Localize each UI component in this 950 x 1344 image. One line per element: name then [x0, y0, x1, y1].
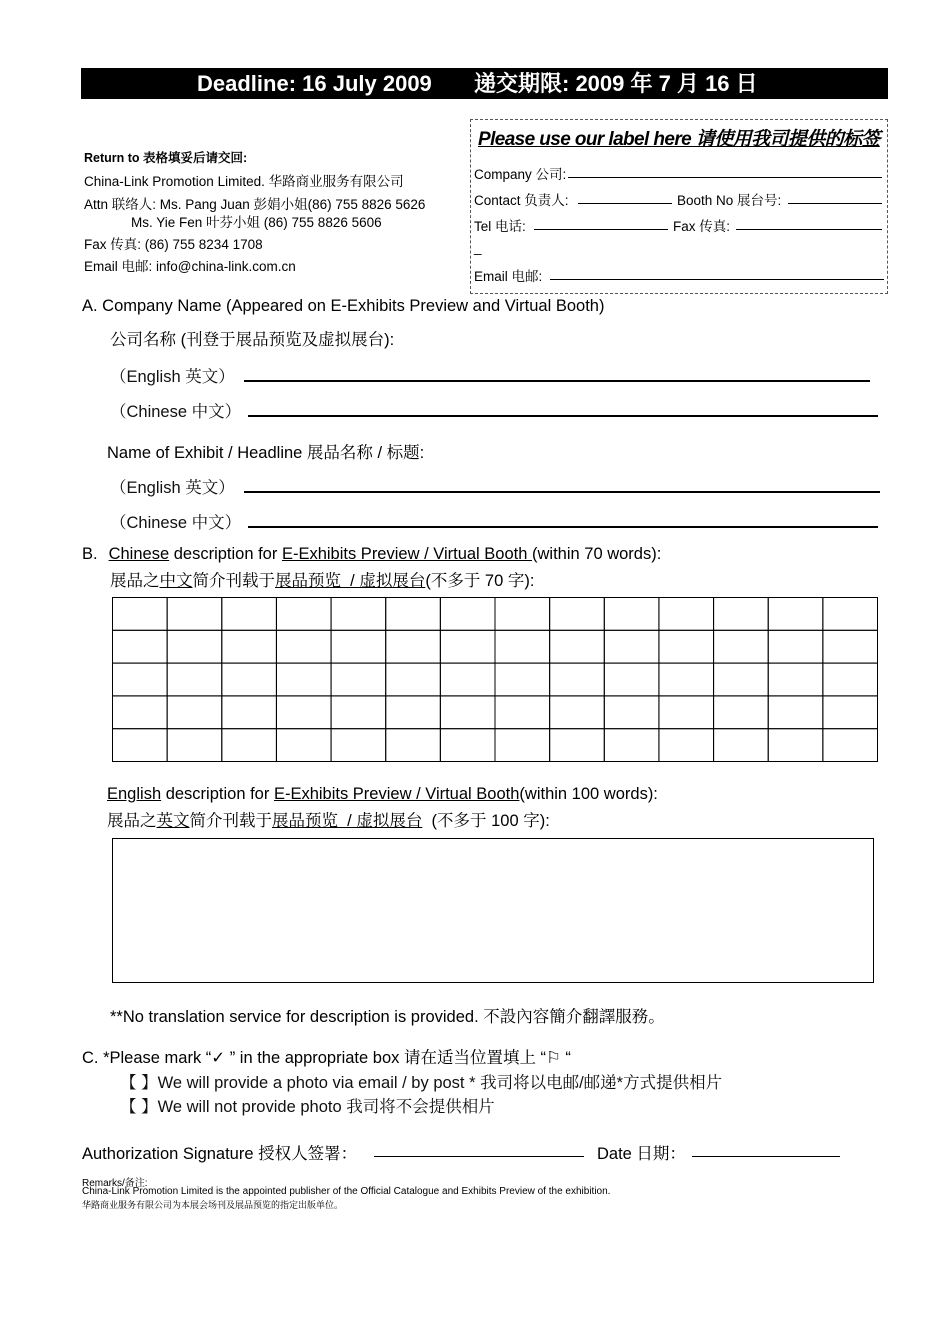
grid-cell[interactable]	[222, 598, 277, 631]
en-sub-a: 展品之	[107, 812, 157, 830]
deadline-chinese: 递交期限: 2009 年 7 月 16 日	[474, 71, 758, 96]
grid-cell[interactable]	[167, 696, 222, 729]
grid-cell[interactable]	[604, 696, 659, 729]
grid-cell[interactable]	[113, 630, 168, 663]
en-sub-u1: 英文	[156, 812, 190, 830]
grid-cell[interactable]	[386, 598, 441, 631]
exhibit-english-label: （English 英文）	[110, 479, 235, 497]
grid-cell[interactable]	[823, 729, 878, 762]
exhibit-name-title: Name of Exhibit / Headline 展品名称 / 标题:	[107, 444, 425, 462]
grid-cell[interactable]	[331, 696, 386, 729]
grid-cell[interactable]	[386, 630, 441, 663]
eexhibits-link-text: E-Exhibits Preview / Virtual Booth	[281, 545, 533, 563]
grid-cell[interactable]	[659, 663, 714, 696]
chinese-word: Chinese	[108, 545, 170, 563]
section-a-subtitle: 公司名称 (刊登于展品预览及虚拟展台):	[110, 331, 395, 349]
grid-cell[interactable]	[550, 696, 605, 729]
desc-for: description for	[169, 545, 282, 563]
grid-cell[interactable]	[659, 630, 714, 663]
grid-cell[interactable]	[550, 729, 605, 762]
grid-cell[interactable]	[714, 696, 769, 729]
grid-cell[interactable]	[386, 729, 441, 762]
grid-cell[interactable]	[222, 696, 277, 729]
cn-sub-u2: 展品预览 / 虚拟展台	[275, 572, 426, 590]
section-b-chinese-title	[82, 545, 661, 564]
section-b-english-subtitle	[107, 807, 550, 831]
grid-cell[interactable]	[823, 598, 878, 631]
return-to-title: Return to 表格填妥后请交回:	[84, 151, 248, 165]
en-sub-b: 简介刊载于	[189, 812, 272, 830]
company-english-field[interactable]	[244, 380, 870, 382]
grid-cell[interactable]	[222, 663, 277, 696]
label-tel: Tel 电话:	[474, 219, 526, 234]
cn-sub-c: (不多于 70 字):	[425, 572, 535, 590]
label-email: Email 电邮:	[474, 269, 543, 284]
grid-cell[interactable]	[604, 630, 659, 663]
grid-cell[interactable]	[276, 696, 331, 729]
grid-cell[interactable]	[167, 598, 222, 631]
grid-cell[interactable]	[331, 598, 386, 631]
english-word: English	[107, 785, 162, 803]
remarks-title: Remarks/备注:	[82, 1178, 148, 1189]
signature-field[interactable]	[374, 1156, 584, 1157]
section-a-title: A. Company Name (Appeared on E-Exhibits Preview and Virtual Booth)	[82, 297, 605, 315]
grid-cell[interactable]	[714, 630, 769, 663]
return-company: China-Link Promotion Limited. 华路商业服务有限公司	[84, 174, 404, 189]
grid-cell[interactable]	[495, 598, 550, 631]
cn-sub-b: 简介刊载于	[192, 572, 275, 590]
label-booth-field[interactable]	[788, 203, 882, 204]
grid-cell[interactable]	[823, 663, 878, 696]
grid-cell[interactable]	[768, 696, 823, 729]
word-limit-100: (within 100 words):	[519, 785, 658, 803]
cn-sub-u1: 中文	[159, 572, 193, 590]
grid-cell[interactable]	[768, 729, 823, 762]
grid-cell[interactable]	[768, 598, 823, 631]
no-translation-note: **No translation service for description is provided. 不設內容簡介翻譯服務。	[110, 1008, 665, 1026]
label-fax: Fax 传真:	[673, 219, 731, 234]
grid-cell[interactable]	[604, 663, 659, 696]
label-booth: Booth No 展台号:	[677, 193, 782, 208]
cn-sub-a: 展品之	[110, 572, 160, 590]
grid-cell[interactable]	[823, 630, 878, 663]
grid-cell[interactable]	[714, 598, 769, 631]
word-limit-70: (within 70 words):	[532, 545, 662, 563]
label-box-title: Please use our label here 请使用我司提供的标签	[478, 129, 880, 150]
grid-cell[interactable]	[276, 598, 331, 631]
grid-cell[interactable]	[440, 663, 495, 696]
grid-cell[interactable]	[331, 630, 386, 663]
grid-cell[interactable]	[768, 663, 823, 696]
grid-cell[interactable]	[167, 729, 222, 762]
grid-cell[interactable]	[167, 663, 222, 696]
en-desc-for: description for	[161, 785, 274, 803]
grid-cell[interactable]	[659, 729, 714, 762]
grid-cell[interactable]	[222, 630, 277, 663]
grid-cell[interactable]	[222, 729, 277, 762]
grid-cell[interactable]	[276, 729, 331, 762]
grid-cell[interactable]	[440, 729, 495, 762]
label-tel-field[interactable]	[534, 229, 668, 230]
date-field[interactable]	[692, 1156, 840, 1157]
section-b-prefix: B.	[82, 545, 98, 563]
photo-option-provide[interactable]: 【 】We will provide a photo via email / by post * 我司将以电邮/邮递*方式提供相片	[120, 1074, 723, 1092]
grid-cell[interactable]	[440, 598, 495, 631]
grid-cell[interactable]	[714, 729, 769, 762]
grid-cell[interactable]	[331, 729, 386, 762]
label-email-field[interactable]	[550, 279, 884, 280]
grid-cell[interactable]	[167, 630, 222, 663]
grid-cell[interactable]	[495, 630, 550, 663]
label-company-field[interactable]	[568, 177, 882, 178]
en-sub-u2: 展品预览 / 虚拟展台	[272, 812, 423, 830]
grid-cell[interactable]	[113, 729, 168, 762]
grid-cell[interactable]	[386, 696, 441, 729]
grid-cell[interactable]	[440, 696, 495, 729]
english-description-box[interactable]	[112, 838, 874, 983]
remarks-line-2: 华路商业服务有限公司为本展会场刊及展品预览的指定出版单位。	[82, 1200, 344, 1210]
label-dash: _	[474, 240, 482, 255]
label-fax-field[interactable]	[736, 229, 882, 230]
en-sub-c: (不多于 100 字):	[422, 812, 550, 830]
grid-cell[interactable]	[113, 696, 168, 729]
grid-cell[interactable]	[386, 663, 441, 696]
grid-cell[interactable]	[550, 663, 605, 696]
section-b-chinese-subtitle	[110, 567, 534, 591]
return-email: Email 电邮: info@china-link.com.cn	[84, 259, 296, 274]
remarks-line-1: China-Link Promotion Limited is the appointed publisher of the Official Catalogue and Exhibits Preview of the exhibition.	[82, 1186, 611, 1197]
grid-cell[interactable]	[768, 630, 823, 663]
grid-cell[interactable]	[550, 598, 605, 631]
return-attn-1: Attn 联络人: Ms. Pang Juan 彭娟小姐(86) 755 8826 5626	[84, 197, 426, 212]
grid-cell[interactable]	[113, 663, 168, 696]
company-english-label: （English 英文）	[110, 368, 235, 386]
grid-cell[interactable]	[550, 630, 605, 663]
grid-svg	[112, 597, 878, 762]
return-fax: Fax 传真: (86) 755 8234 1708	[84, 237, 263, 252]
grid-cell[interactable]	[495, 696, 550, 729]
section-b-english-title	[107, 785, 658, 804]
authorization-signature-label: Authorization Signature 授权人签署：	[82, 1145, 358, 1163]
grid-cell[interactable]	[440, 630, 495, 663]
en-eexhibits-text: E-Exhibits Preview / Virtual Booth	[273, 785, 520, 803]
grid-cell[interactable]	[276, 663, 331, 696]
grid-cell[interactable]	[659, 696, 714, 729]
label-company: Company 公司:	[474, 167, 567, 182]
grid-cell[interactable]	[495, 729, 550, 762]
label-contact: Contact 负责人:	[474, 193, 569, 208]
exhibit-chinese-field[interactable]	[248, 526, 878, 528]
return-attn-2: Ms. Yie Fen 叶芬小姐 (86) 755 8826 5606	[131, 215, 382, 230]
chinese-character-grid[interactable]	[112, 597, 877, 761]
exhibit-english-field[interactable]	[244, 491, 880, 493]
grid-cell[interactable]	[276, 630, 331, 663]
exhibit-chinese-label: （Chinese 中文）	[110, 514, 242, 532]
grid-cell[interactable]	[113, 598, 168, 631]
company-chinese-field[interactable]	[248, 415, 878, 417]
grid-cell[interactable]	[714, 663, 769, 696]
grid-cell[interactable]	[495, 663, 550, 696]
section-c-title: C. *Please mark “✓ ” in the appropriate box 请在适当位置填上 “⚐ “	[82, 1049, 571, 1067]
grid-cell[interactable]	[604, 598, 659, 631]
grid-cell[interactable]	[659, 598, 714, 631]
grid-cell[interactable]	[604, 729, 659, 762]
grid-cell[interactable]	[331, 663, 386, 696]
date-label: Date 日期：	[597, 1145, 686, 1163]
label-contact-field[interactable]	[578, 203, 672, 204]
deadline-english: Deadline: 16 July 2009	[197, 71, 432, 96]
deadline-banner	[81, 68, 888, 99]
grid-cell[interactable]	[823, 696, 878, 729]
photo-option-not-provide[interactable]: 【 】We will not provide photo 我司将不会提供相片	[120, 1098, 495, 1116]
company-chinese-label: （Chinese 中文）	[110, 403, 242, 421]
